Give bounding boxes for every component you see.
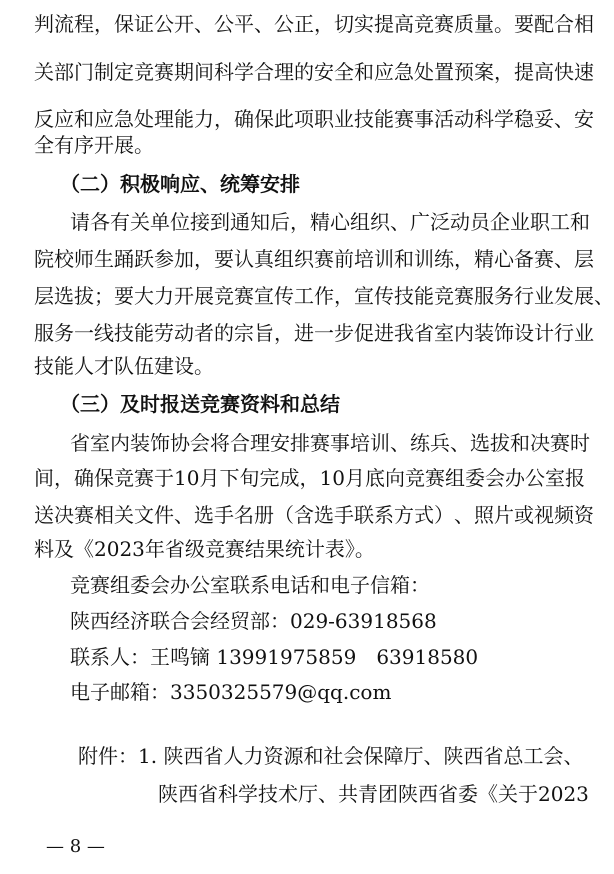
attachment-line: 附件：1. 陕西省人力资源和社会保障厅、陕西省总工会、 [78, 744, 584, 768]
contact-person: 联系人：王鸣镝 13991975859 63918580 [70, 645, 479, 669]
contact-email: 电子邮箱：3350325579@qq.com [70, 680, 392, 704]
body-line: 请 各 有 关 单 位 接 到 通 知 后 ， 精 心 组 织 、 广 泛 动 员 企 业 职 工 和 [70, 210, 590, 234]
body-line: 层 选 拔 ； 要 大 力 开 展 竞 赛 宣 传 工 作 ， 宣 传 技 能 竞 赛 服 务 行 业 发 展 、 [34, 284, 614, 308]
attachment-line: 陕西省科学技术厅、共青团陕西省委《关于2023 [158, 782, 589, 806]
body-line: 全有序开展。 [34, 133, 154, 157]
page-number: — 8 — [46, 836, 105, 857]
body-line: 料及《2023年省级竞赛结果统计表》。 [34, 537, 375, 561]
section-heading: （二）积极响应、统筹安排 [60, 172, 300, 196]
body-line: 反 应 和 应 急 处 理 能 力 ， 确 保 此 项 职 业 技 能 赛 事 活 动 科 学 稳 妥 、 安 [34, 107, 594, 131]
body-line: 技能人才队伍建设。 [34, 354, 214, 378]
body-line: 间 ， 确 保 竞 赛 于 1 0 月 下 旬 完 成 ， 1 0 月 底 向 竞 赛 组 委 会 办 公 室 报 [34, 466, 585, 490]
body-line: 院 校 师 生 踊 跃 参 加 ， 要 认 真 组 织 赛 前 培 训 和 训 练 ， 精 心 备 赛 、 层 [34, 247, 594, 271]
section-heading: （三）及时报送竞赛资料和总结 [60, 392, 340, 416]
contact-intro: 竞赛组委会办公室联系电话和电子信箱： [70, 573, 430, 597]
contact-office: 陕西经济联合会经贸部：029-63918568 [70, 609, 437, 633]
body-line: 省 室 内 装 饰 协 会 将 合 理 安 排 赛 事 培 训 、 练 兵 、 选 拔 和 决 赛 时 [70, 431, 590, 455]
body-line: 服 务 一 线 技 能 劳 动 者 的 宗 旨 ， 进 一 步 促 进 我 省 室 内 装 饰 设 计 行 业 [34, 321, 594, 345]
body-line: 关 部 门 制 定 竞 赛 期 间 科 学 合 理 的 安 全 和 应 急 处 置 预 案 ， 提 高 快 速 [34, 60, 594, 84]
body-line: 判 流 程 ， 保 证 公 开 、 公 平 、 公 正 ， 切 实 提 高 竞 赛 质 量 。 要 配 合 相 [34, 12, 594, 36]
body-line: 送 决 赛 相 关 文 件 、 选 手 名 册 （ 含 选 手 联 系 方 式 ） 、 照 片 或 视 频 资 [34, 503, 594, 527]
